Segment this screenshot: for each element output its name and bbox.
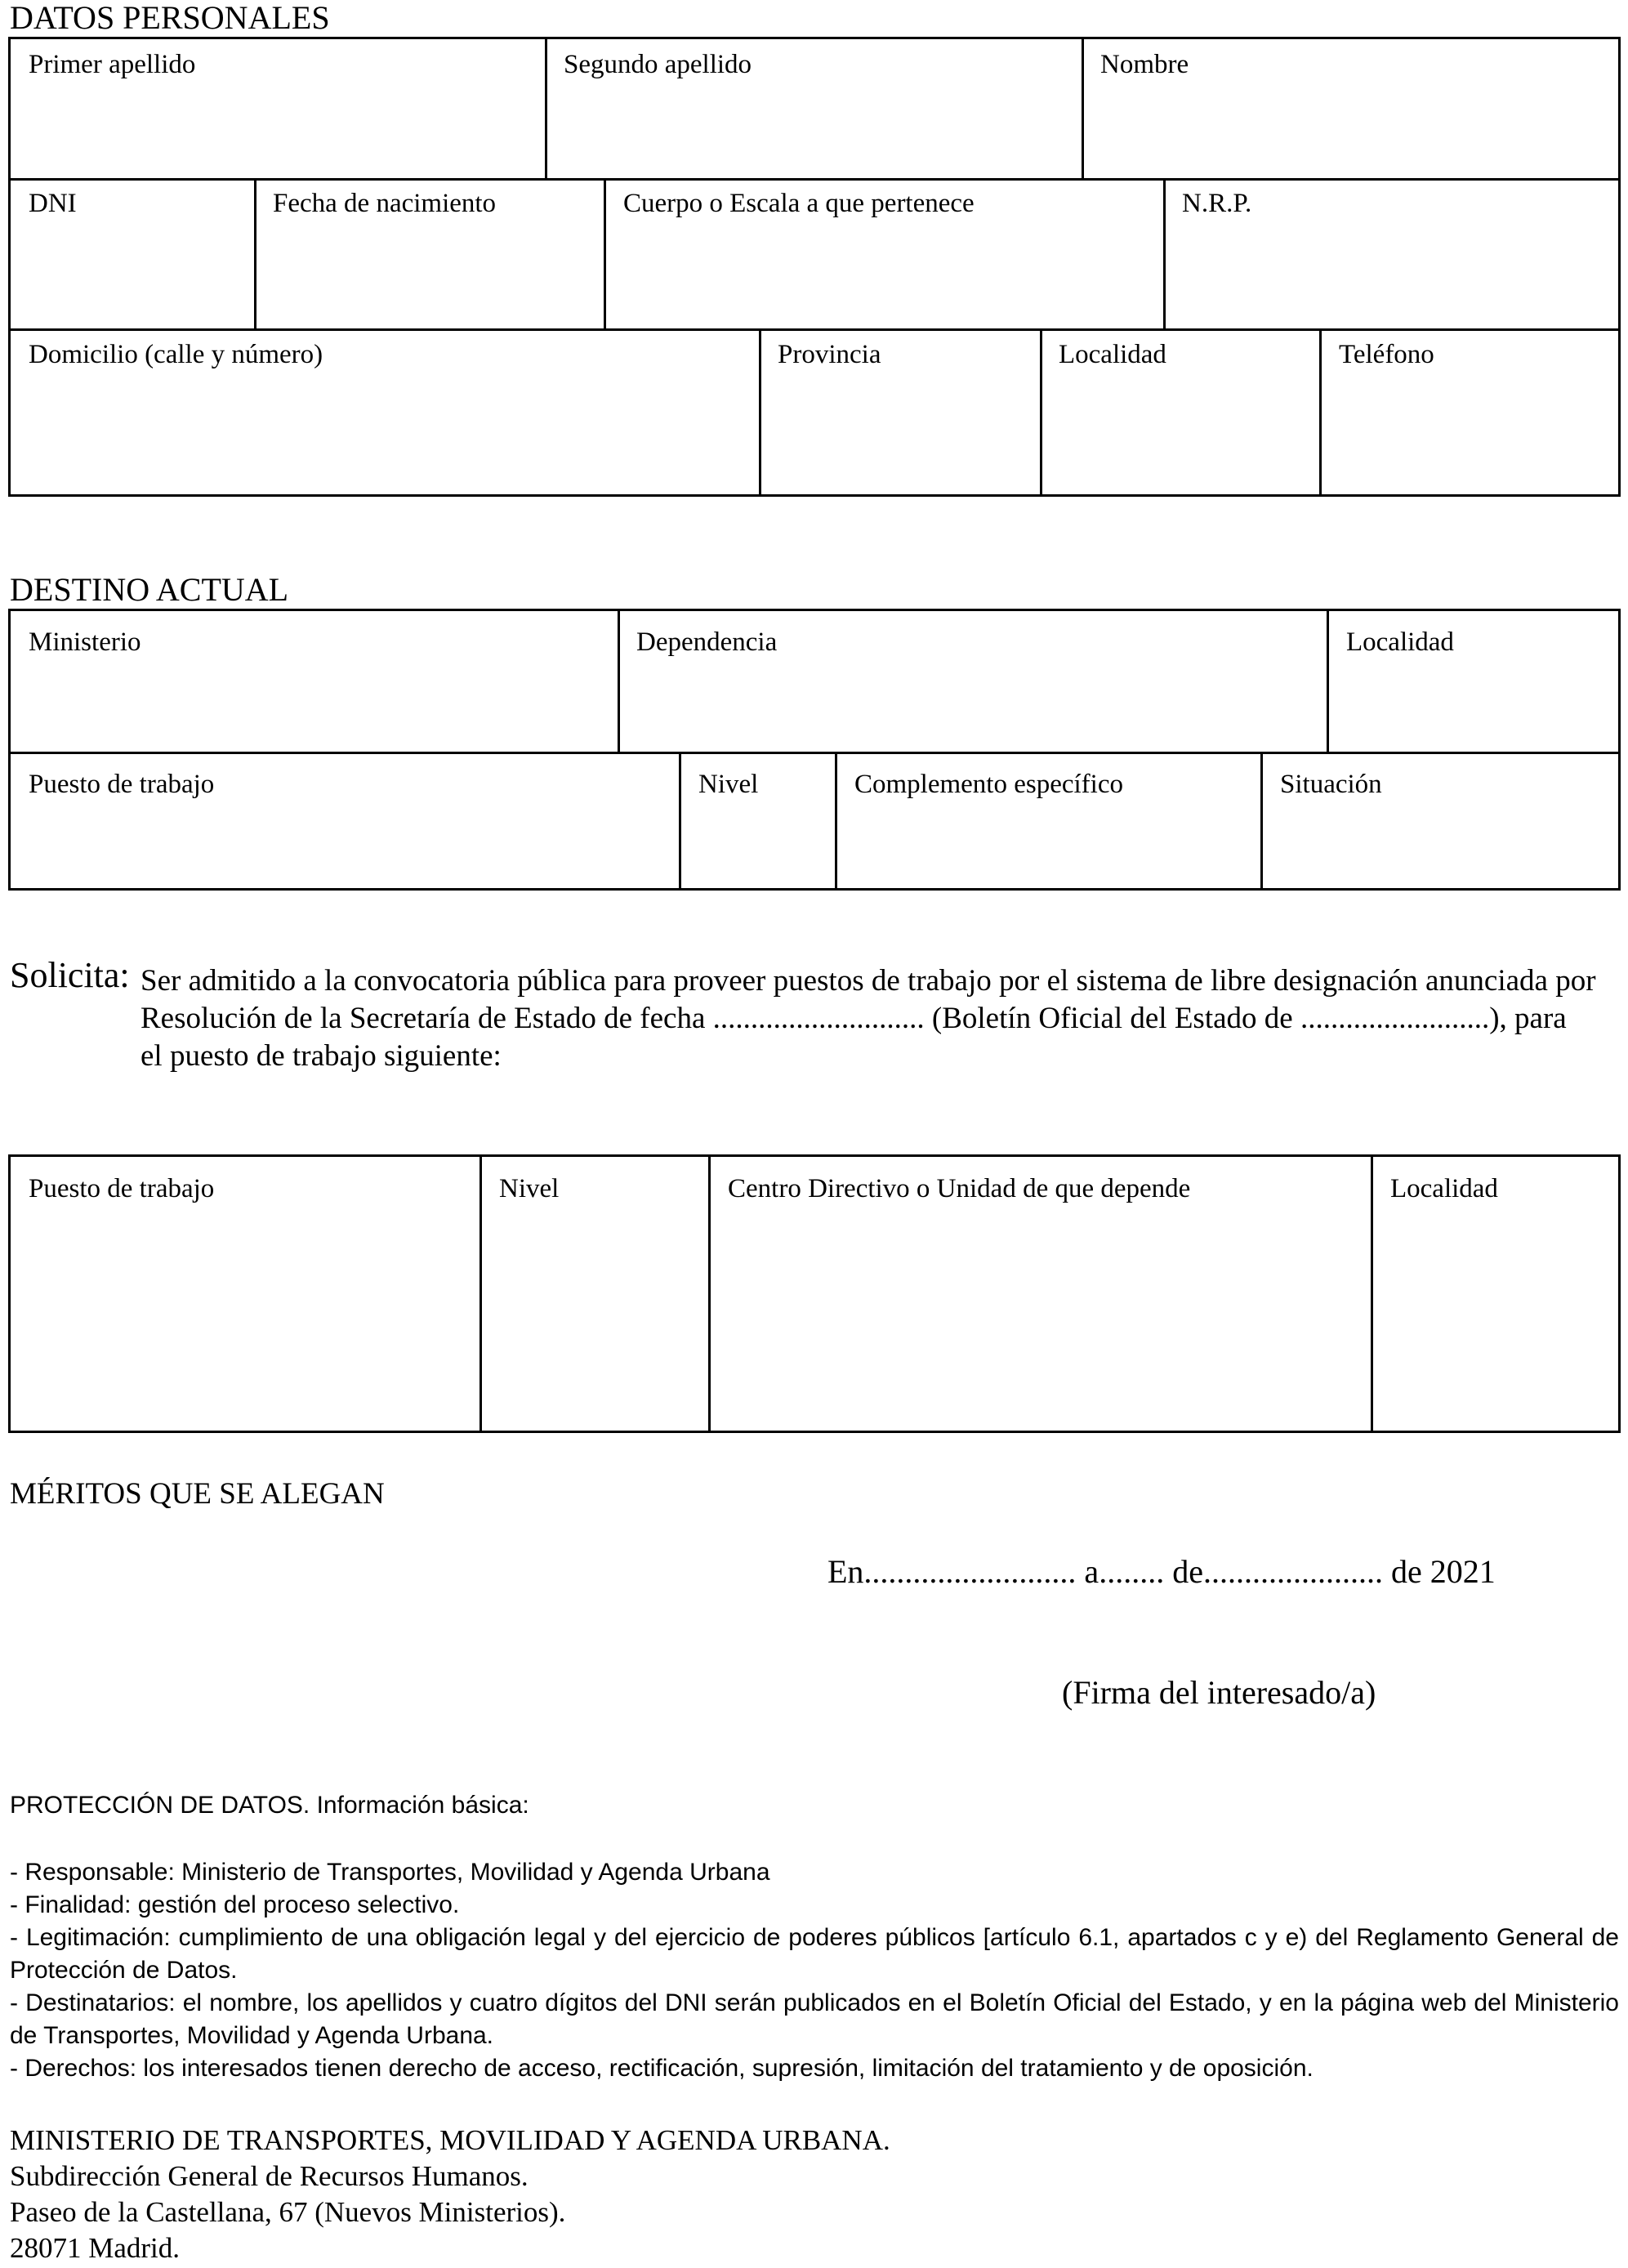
col-divider bbox=[835, 752, 837, 891]
field-segundo-apellido[interactable]: Segundo apellido bbox=[564, 50, 752, 79]
col-divider bbox=[759, 328, 761, 497]
meritos-heading: MÉRITOS QUE SE ALEGAN bbox=[10, 1477, 385, 1511]
col-divider bbox=[479, 1154, 482, 1433]
field-dependencia[interactable]: Dependencia bbox=[636, 627, 778, 657]
field-complemento-especifico[interactable]: Complemento específico bbox=[854, 770, 1123, 799]
row-divider bbox=[8, 178, 1621, 181]
field-localidad-solicitada[interactable]: Localidad bbox=[1390, 1174, 1498, 1203]
col-divider bbox=[618, 609, 620, 753]
row-divider bbox=[8, 752, 1621, 754]
proteccion-item-destinatarios: - Destinatarios: el nombre, los apellidos y cuatro dígitos del DNI serán publicados en el Boletín Oficial del Estado, y en la página web del Ministerio de Transportes, Movilidad y Agenda Urbana. bbox=[10, 1989, 1619, 2049]
firma-label: (Firma del interesado/a) bbox=[1062, 1674, 1376, 1711]
address-block bbox=[10, 2123, 890, 2266]
proteccion-item-legitimacion: - Legitimación: cumplimiento de una obligación legal y del ejercicio de poderes públicos [artículo 6.1, apartados c y e) del Reglamento General de Protección de Datos. bbox=[10, 1924, 1619, 1984]
col-divider bbox=[1082, 37, 1084, 180]
col-divider bbox=[604, 178, 606, 330]
proteccion-list bbox=[10, 1856, 1619, 2085]
solicita-label: Solicita: bbox=[10, 955, 130, 995]
col-divider bbox=[254, 178, 256, 330]
col-divider bbox=[545, 37, 547, 180]
fecha-lugar-line: En.......................... a........ de...................... de 2021 bbox=[827, 1553, 1496, 1590]
field-telefono[interactable]: Teléfono bbox=[1339, 340, 1434, 369]
proteccion-heading: PROTECCIÓN DE DATOS. Información básica: bbox=[10, 1792, 529, 1819]
field-localidad[interactable]: Localidad bbox=[1059, 340, 1166, 369]
field-centro-directivo[interactable]: Centro Directivo o Unidad de que depende bbox=[728, 1174, 1191, 1203]
col-divider bbox=[1371, 1154, 1373, 1433]
solicita-line-1: Ser admitido a la convocatoria pública para proveer puestos de trabajo por el sistema de libre designación anunciada por bbox=[140, 964, 1596, 998]
solicita-line-2: Resolución de la Secretaría de Estado de fecha ............................ (Boletín Oficial del Estado de .........................), para bbox=[140, 1002, 1567, 1035]
col-divider bbox=[708, 1154, 711, 1433]
col-divider bbox=[1327, 609, 1329, 753]
field-domicilio[interactable]: Domicilio (calle y número) bbox=[29, 340, 323, 369]
col-divider bbox=[679, 752, 681, 891]
field-ministerio[interactable]: Ministerio bbox=[29, 627, 141, 657]
field-cuerpo-escala[interactable]: Cuerpo o Escala a que pertenece bbox=[623, 189, 975, 218]
field-localidad-destino[interactable]: Localidad bbox=[1346, 627, 1454, 657]
address-line-paseo: Paseo de la Castellana, 67 (Nuevos Ministerios). bbox=[10, 2196, 566, 2228]
personal-data-table bbox=[8, 37, 1621, 497]
proteccion-item-responsable: - Responsable: Ministerio de Transportes, Movilidad y Agenda Urbana bbox=[10, 1859, 770, 1886]
field-provincia[interactable]: Provincia bbox=[778, 340, 881, 369]
address-line-subdireccion: Subdirección General de Recursos Humanos. bbox=[10, 2160, 529, 2192]
col-divider bbox=[1319, 328, 1322, 497]
address-line-ministerio: MINISTERIO DE TRANSPORTES, MOVILIDAD Y AGENDA URBANA. bbox=[10, 2124, 890, 2156]
solicita-line-3: el puesto de trabajo siguiente: bbox=[140, 1039, 502, 1073]
field-dni[interactable]: DNI bbox=[29, 189, 77, 218]
col-divider bbox=[1040, 328, 1042, 497]
field-situacion[interactable]: Situación bbox=[1280, 770, 1382, 799]
col-divider bbox=[1163, 178, 1166, 330]
field-primer-apellido[interactable]: Primer apellido bbox=[29, 50, 196, 79]
proteccion-item-finalidad: - Finalidad: gestión del proceso selectivo. bbox=[10, 1891, 460, 1918]
field-puesto-actual[interactable]: Puesto de trabajo bbox=[29, 770, 215, 799]
row-divider bbox=[8, 328, 1621, 331]
field-fecha-nacimiento[interactable]: Fecha de nacimiento bbox=[273, 189, 497, 218]
field-puesto-solicitado[interactable]: Puesto de trabajo bbox=[29, 1174, 215, 1203]
field-nombre[interactable]: Nombre bbox=[1100, 50, 1189, 79]
personal-data-heading: DATOS PERSONALES bbox=[10, 0, 330, 36]
address-line-cp: 28071 Madrid. bbox=[10, 2232, 181, 2264]
field-nivel-solicitado[interactable]: Nivel bbox=[499, 1174, 560, 1203]
col-divider bbox=[1260, 752, 1263, 891]
field-nivel-actual[interactable]: Nivel bbox=[698, 770, 759, 799]
destino-heading: DESTINO ACTUAL bbox=[10, 571, 289, 608]
field-nrp[interactable]: N.R.P. bbox=[1182, 189, 1252, 218]
proteccion-item-derechos: - Derechos: los interesados tienen derecho de acceso, rectificación, supresión, limitación del tratamiento y de oposición. bbox=[10, 2055, 1314, 2082]
